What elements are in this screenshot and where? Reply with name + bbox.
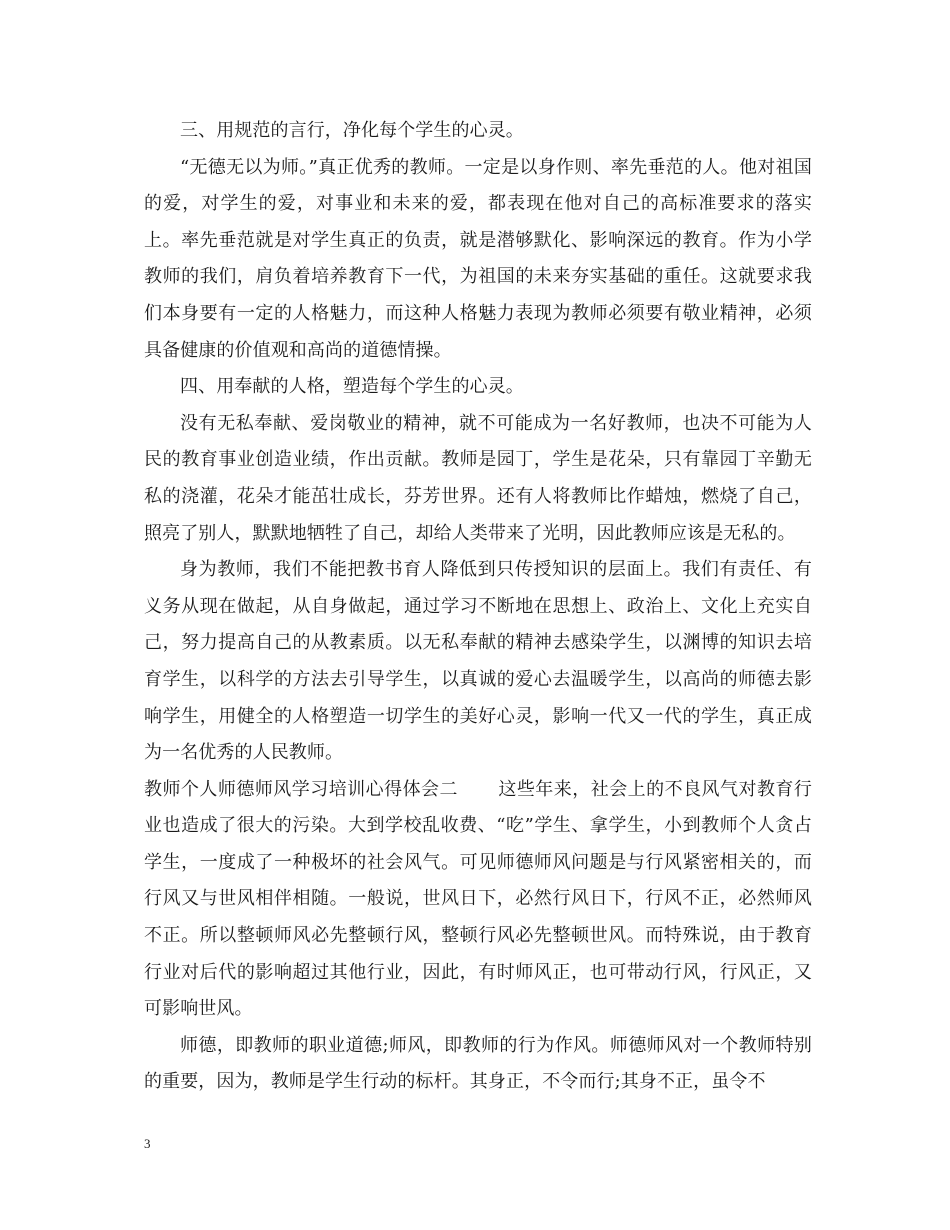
paragraph-dedication: 没有无私奉献、爱岗敬业的精神，就不可能成为一名好教师，也决不可能为人民的教育事业创造业绩，作出贡献。教师是园丁，学生是花朵，只有靠园丁辛勤无私的浇灌，花朵才能茁壮成长，芬芳世界。还有人将教师比作蜡烛，燃烧了自己，照亮了别人，默默地牺牲了自己，却给人类带来了光明，因此教师应该是无私的。 <box>144 412 812 544</box>
section-two-paragraph <box>144 772 812 1028</box>
page-number: 3 <box>144 1136 151 1151</box>
paragraph-teacher-duty: 身为教师，我们不能把教书育人降低到只传授知识的层面上。我们有责任、有义务从现在做起，从自身做起，通过学习不断地在思想上、政治上、文化上充实自己，努力提高自己的从教素质。以无私奉献的精神去感染学生，以渊博的知识去培育学生，以科学的方法去引导学生，以真诚的爱心去温暖学生，以高尚的师德去影响学生，用健全的人格塑造一切学生的美好心灵，影响一代又一代的学生，真正成为一名优秀的人民教师。 <box>144 559 812 764</box>
paragraph-virtue: “无德无以为师。”真正优秀的教师。一定是以身作则、率先垂范的人。他对祖国的爱，对学生的爱，对事业和未来的爱，都表现在他对自己的高标准要求的落实上。率先垂范就是对学生真正的负责，就是潜够默化、影响深远的教育。作为小学教师的我们，肩负着培养教育下一代，为祖国的未来夯实基础的重任。这就要求我们本身要有一定的人格魅力，而这种人格魅力表现为教师必须要有敬业精神，必须具备健康的价值观和高尚的道德情操。 <box>144 156 812 361</box>
document-body <box>144 113 812 1101</box>
section-four-heading: 四、用奉献的人格，塑造每个学生的心灵。 <box>180 376 524 398</box>
section-three-heading: 三、用规范的言行，净化每个学生的心灵。 <box>180 120 524 141</box>
section-two-title: 教师个人师德师风学习培训心得体会二 <box>144 778 458 800</box>
paragraph-ethics-definition: 师德，即教师的职业道德;师风，即教师的行为作风。师德师风对一个教师特别的重要，因为，教师是学生行动的标杆。其身正，不令而行;其身不正，虽令不 <box>144 1034 812 1093</box>
section-two-intro: 这些年来，社会上的不良风气对教育行业也造成了很大的污染。大到学校乱收费、“吃”学生、拿学生，小到教师个人贪占学生，一度成了一种极坏的社会风气。可见师德师风问题是与行风紧密相关的，而行风又与世风相伴相随。一般说，世风日下，必然行风日下，行风不正，必然师风不正。所以整顿师风必先整顿行风，整顿行风必先整顿世风。而特殊说，由于教育行业对后代的影响超过其他行业，因此，有时师风正，也可带动行风，行风正，又可影响世风。 <box>144 778 812 1020</box>
